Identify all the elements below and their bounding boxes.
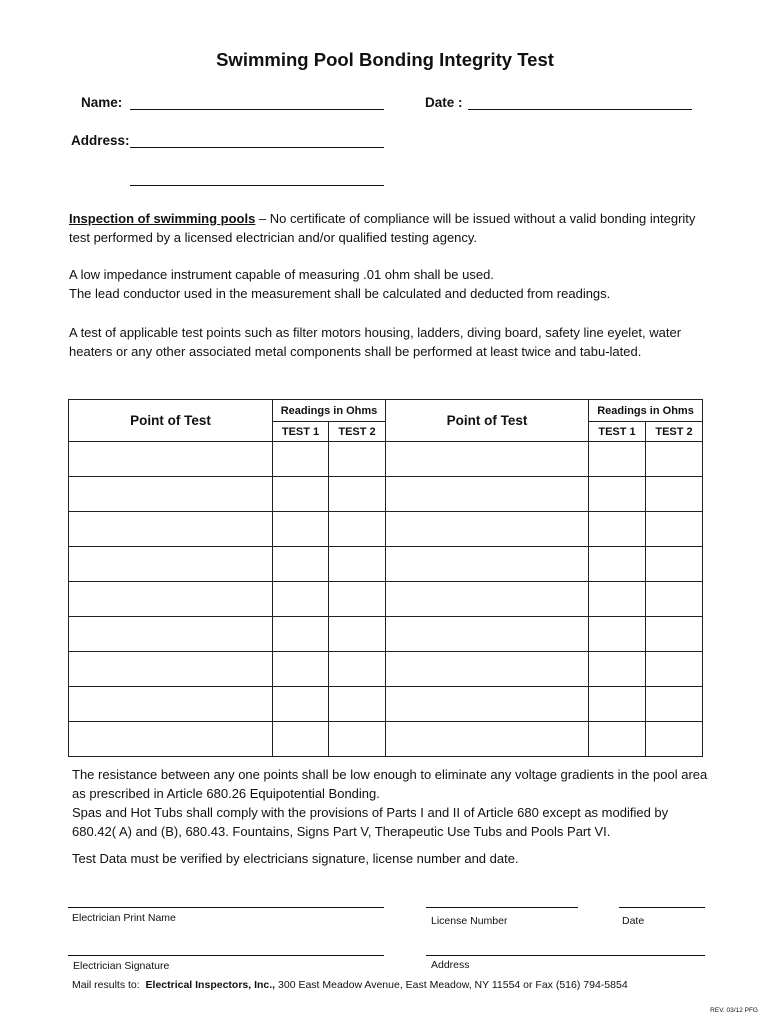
table-cell[interactable] <box>69 442 273 477</box>
table-cell[interactable] <box>273 442 329 477</box>
mail-results-line <box>72 979 628 991</box>
table-row <box>69 722 703 757</box>
address-label: Address: <box>71 133 130 148</box>
print-name-label: Electrician Print Name <box>72 912 176 924</box>
table-cell[interactable] <box>589 582 646 617</box>
name-label: Name: <box>81 95 123 110</box>
table-cell[interactable] <box>646 687 703 722</box>
table-cell[interactable] <box>386 652 589 687</box>
address-field-line-1[interactable] <box>130 147 384 148</box>
table-cell[interactable] <box>329 617 386 652</box>
table-cell[interactable] <box>69 582 273 617</box>
test2-header-left: TEST 2 <box>329 422 386 442</box>
table-cell[interactable] <box>646 617 703 652</box>
table-cell[interactable] <box>589 512 646 547</box>
table-cell[interactable] <box>69 652 273 687</box>
revision-code: REV. 03/12 PFG <box>710 1007 758 1014</box>
signature-line[interactable] <box>68 955 384 956</box>
table-cell[interactable] <box>69 722 273 757</box>
table-cell[interactable] <box>69 547 273 582</box>
table-cell[interactable] <box>386 477 589 512</box>
table-row <box>69 652 703 687</box>
table-cell[interactable] <box>273 687 329 722</box>
mail-prefix: Mail results to: <box>72 979 146 991</box>
table-cell[interactable] <box>329 652 386 687</box>
table-cell[interactable] <box>589 442 646 477</box>
date-signature-line[interactable] <box>619 907 705 908</box>
table-cell[interactable] <box>273 582 329 617</box>
table-cell[interactable] <box>589 617 646 652</box>
table-cell[interactable] <box>646 722 703 757</box>
table-cell[interactable] <box>329 477 386 512</box>
test1-header-right: TEST 1 <box>589 422 646 442</box>
table-cell[interactable] <box>646 442 703 477</box>
table-cell[interactable] <box>329 547 386 582</box>
address-signature-line[interactable] <box>426 955 705 956</box>
table-cell[interactable] <box>646 512 703 547</box>
resistance-line-1: The resistance between any one points shall be low enough to eliminate any voltage gradients in the pool area as prescribed in Article 680.26 Equipotential Bonding. <box>72 767 708 801</box>
intro-paragraph <box>69 209 709 247</box>
table-row <box>69 512 703 547</box>
table-cell[interactable] <box>273 477 329 512</box>
readings-header-left: Readings in Ohms <box>273 400 386 422</box>
table-cell[interactable] <box>69 512 273 547</box>
verify-paragraph: Test Data must be verified by electricians signature, license number and date. <box>72 851 519 866</box>
test1-header-left: TEST 1 <box>273 422 329 442</box>
table-cell[interactable] <box>329 512 386 547</box>
instrument-line-1: A low impedance instrument capable of measuring .01 ohm shall be used. <box>69 267 494 282</box>
test2-header-right: TEST 2 <box>646 422 703 442</box>
date-field-line[interactable] <box>468 109 692 110</box>
intro-text: – No certificate of compliance will be issued without a valid bonding integrity test performed by a licensed electrician and/or qualified testing agency. <box>69 211 696 245</box>
date-signature-label: Date <box>622 915 645 927</box>
table-cell[interactable] <box>329 687 386 722</box>
point-of-test-header-right: Point of Test <box>386 400 589 442</box>
license-number-line[interactable] <box>426 907 578 908</box>
table-row <box>69 442 703 477</box>
table-cell[interactable] <box>273 617 329 652</box>
date-label: Date : <box>425 95 463 110</box>
table-row <box>69 477 703 512</box>
table-cell[interactable] <box>386 722 589 757</box>
resistance-line-2: Spas and Hot Tubs shall comply with the provisions of Parts I and II of Article 680 except as modified by 680.42( A) and (B), 680.43. Fountains, Signs Part V, Therapeutic Use Tubs and Pools Part VI. <box>72 805 669 839</box>
test-readings-table <box>68 399 703 757</box>
table-cell[interactable] <box>589 687 646 722</box>
table-cell[interactable] <box>69 617 273 652</box>
table-cell[interactable] <box>386 547 589 582</box>
table-cell[interactable] <box>646 477 703 512</box>
table-cell[interactable] <box>386 582 589 617</box>
table-cell[interactable] <box>646 547 703 582</box>
intro-heading: Inspection of swimming pools <box>69 211 256 226</box>
table-cell[interactable] <box>273 652 329 687</box>
table-cell[interactable] <box>386 687 589 722</box>
mail-address: 300 East Meadow Avenue, East Meadow, NY 11554 or Fax (516) 794-5854 <box>275 979 628 991</box>
print-name-line[interactable] <box>68 907 384 908</box>
instrument-paragraph <box>69 265 709 303</box>
address-signature-label: Address <box>431 959 470 971</box>
table-cell[interactable] <box>329 582 386 617</box>
signature-label: Electrician Signature <box>73 960 170 972</box>
table-cell[interactable] <box>589 547 646 582</box>
table-cell[interactable] <box>589 477 646 512</box>
table-cell[interactable] <box>386 617 589 652</box>
table-cell[interactable] <box>69 477 273 512</box>
table-cell[interactable] <box>329 442 386 477</box>
table-cell[interactable] <box>386 442 589 477</box>
table-cell[interactable] <box>646 582 703 617</box>
point-of-test-header-left: Point of Test <box>69 400 273 442</box>
mail-company: Electrical Inspectors, Inc., <box>145 979 276 991</box>
readings-header-right: Readings in Ohms <box>589 400 703 422</box>
table-cell[interactable] <box>273 547 329 582</box>
table-row <box>69 582 703 617</box>
table-cell[interactable] <box>589 652 646 687</box>
table-row <box>69 617 703 652</box>
form-title: Swimming Pool Bonding Integrity Test <box>216 49 554 70</box>
table-cell[interactable] <box>646 652 703 687</box>
resistance-paragraph <box>72 765 712 841</box>
table-cell[interactable] <box>589 722 646 757</box>
address-field-line-2[interactable] <box>130 185 384 186</box>
license-number-label: License Number <box>431 915 508 927</box>
table-row <box>69 547 703 582</box>
name-field-line[interactable] <box>130 109 384 110</box>
table-cell[interactable] <box>386 512 589 547</box>
instrument-line-2: The lead conductor used in the measurement shall be calculated and deducted from readings. <box>69 286 611 301</box>
test-points-paragraph: A test of applicable test points such as filter motors housing, ladders, diving board, safety line eyelet, water heaters or any other associated metal components shall be performed at least twice and tabu-lated. <box>69 325 682 359</box>
table-cell[interactable] <box>273 512 329 547</box>
table-row <box>69 687 703 722</box>
table-cell[interactable] <box>329 722 386 757</box>
table-cell[interactable] <box>273 722 329 757</box>
table-cell[interactable] <box>69 687 273 722</box>
